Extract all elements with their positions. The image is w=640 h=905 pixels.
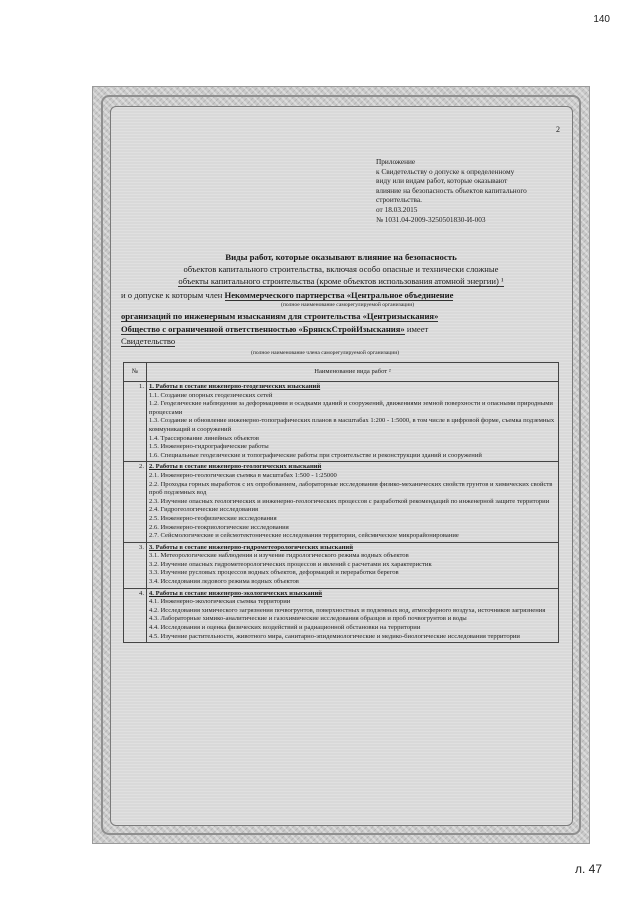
appendix-line: к Свидетельству о допуске к определенному — [376, 166, 515, 176]
heading-line — [121, 336, 561, 347]
table-row — [124, 542, 559, 588]
certificate-body — [110, 106, 573, 826]
section-cell — [147, 588, 559, 643]
appendix-line: Приложение — [376, 157, 416, 166]
sro-name-note: (полное наименование саморегулируемой организации) — [281, 302, 415, 308]
work-item: 4.2. Исследования химического загрязнения почвогрунтов, поверхностных и подземных вод, атмосферного воздуха, источников загрязнения — [149, 606, 546, 614]
column-header-number: № — [124, 363, 147, 382]
sheet-number: 2 — [556, 125, 560, 134]
work-item: 2.2. Проходка горных выработок с их опробованием, лабораторные исследования физико-механических свойств грунтов и химических свойств проб подземных вод — [149, 480, 553, 497]
appendix-number: № 1031.04-2009-3250501830-И-003 — [376, 214, 486, 224]
work-item: 4.3. Лабораторные химико-аналитические и газохимические исследования образцов и проб почвогрунтов и воды — [149, 615, 467, 623]
sheet-label: л. 47 — [574, 862, 602, 876]
section-title: 2. Работы в составе инженерно-геологических изысканий — [149, 463, 322, 471]
heading-line — [121, 290, 561, 301]
section-number: 3. — [124, 542, 147, 588]
section-number: 1. — [124, 382, 147, 462]
work-item: 2.5. Инженерно-геофизические исследования — [149, 514, 277, 522]
appendix-date: от 18.03.2015 — [376, 204, 418, 214]
work-item: 4.1. Инженерно-экологическая съемка территории — [149, 598, 291, 606]
heading-line-text: объекты капитального строительства (кроме объектов использования атомной энергии) ¹ — [178, 276, 504, 286]
work-item: 3.2. Изучение опасных гидрометеорологических процессов и явлений с расчетами их характеристик — [149, 560, 432, 568]
section-cell — [147, 462, 559, 542]
work-item: 1.3. Создание и обновление инженерно-топографических планов в масштабах 1:200 - 1:5000, в том числе в цифровой форме, съемка подземных коммуникаций и сооружений — [149, 417, 555, 433]
column-header-name: Наименование вида работ ² — [147, 363, 559, 382]
heading-title: Виды работ, которые оказывают влияние на безопасность — [225, 252, 457, 262]
appendix-block — [376, 157, 561, 224]
heading-suffix: имеет — [404, 324, 429, 334]
page-number: 140 — [593, 14, 610, 25]
work-item: 2.7. Сейсмологические и сейсмотектонические исследования территории, сейсмическое микрорайонирование — [149, 532, 459, 540]
heading-line: объектов капитального строительства, включая особо опасные и технически сложные — [183, 264, 499, 274]
member-name-note: (полное наименование члена саморегулируемой организации) — [251, 350, 400, 356]
section-cell — [147, 542, 559, 588]
section-title: 1. Работы в составе инженерно-геодезических изысканий — [149, 383, 321, 390]
heading-line — [121, 324, 561, 335]
table-row — [124, 588, 559, 643]
work-item: 3.4. Исследования ледового режима водных объектов — [149, 578, 299, 586]
work-item: 2.3. Изучение опасных геологических и инженерно-геологических процессов с разработкой рекомендаций по инженерной защите территории — [149, 497, 550, 505]
section-number: 4. — [124, 588, 147, 643]
heading-line-text: Свидетельство — [121, 336, 176, 346]
section-title: 3. Работы в составе инженерно-гидрометеорологических изысканий — [149, 543, 354, 551]
heading-line — [121, 276, 561, 287]
work-item: 1.6. Специальные геодезические и топографические работы при строительстве и реконструкции зданий и сооружений — [149, 451, 482, 459]
heading-prefix: и о допуске к которым член — [121, 290, 225, 300]
member-name: Общество с ограниченной ответственностью «БрянскСтройИзыскания» — [121, 324, 405, 334]
work-item: 4.5. Изучение растительности, животного мира, санитарно-эпидемиологические и медико-биологические исследования территории — [149, 632, 520, 640]
appendix-line: виду или видам работ, которые оказывают — [376, 176, 508, 186]
sro-name: Некоммерческого партнерства «Центральное объединение — [224, 290, 454, 300]
work-item: 4.4. Исследования и оценка физических воздействий и радиационной обстановки на территории — [149, 624, 421, 632]
work-item: 2.1. Инженерно-геологическая съемка в масштабах 1:500 - 1:25000 — [149, 471, 337, 479]
work-item: 1.4. Трассирование линейных объектов — [149, 434, 259, 442]
work-item: 2.6. Инженерно-геокриологические исследования — [149, 523, 289, 531]
section-number: 2. — [124, 462, 147, 542]
table-row — [124, 382, 559, 462]
table-row — [124, 462, 559, 542]
sro-name-continued — [121, 311, 561, 322]
works-table — [123, 362, 559, 643]
sro-name-continued-text: организаций по инженерным изысканиям для строительства «Центризыскания» — [121, 311, 439, 321]
work-item: 3.3. Изучение русловых процессов водных объектов, деформаций и переработки берегов — [149, 569, 399, 577]
certificate-scan — [92, 86, 590, 844]
appendix-line: влияние на безопасность объектов капитального — [376, 185, 527, 195]
section-title: 4. Работы в составе инженерно-экологических изысканий — [149, 589, 323, 597]
table-header-row — [124, 363, 559, 382]
work-item: 1.2. Геодезические наблюдения за деформациями и осадками зданий и сооружений, движениями земной поверхности и опасными природными процессами — [149, 400, 553, 416]
appendix-line: строительства. — [376, 195, 422, 205]
work-item: 2.4. Гидрогеологические исследования — [149, 506, 258, 514]
section-cell — [147, 382, 559, 462]
work-item: 1.1. Создание опорных геодезических сетей — [149, 391, 273, 399]
work-item: 3.1. Метеорологические наблюдения и изучение гидрологического режима водных объектов — [149, 552, 409, 560]
work-item: 1.5. Инженерно-гидрографические работы — [149, 443, 269, 451]
